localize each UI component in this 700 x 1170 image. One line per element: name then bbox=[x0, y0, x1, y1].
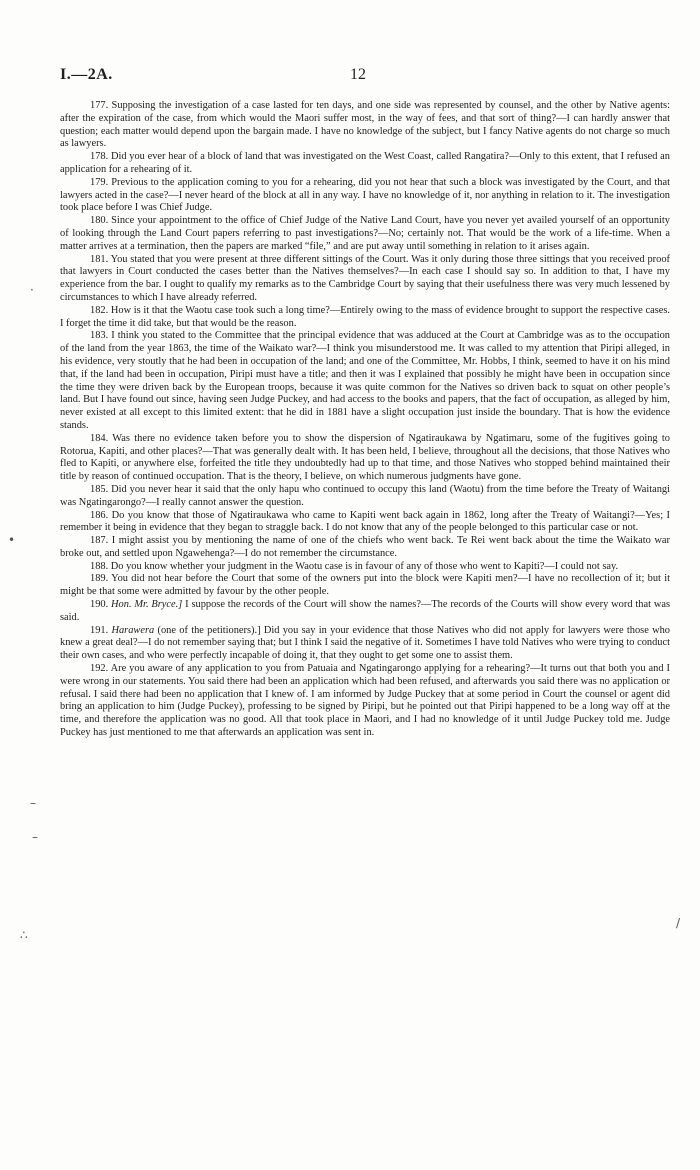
paragraph-186: 186. Do you know that those of Ngatiraukawa who came to Kapiti went back again in 1862, long after the Treaty of Waitangi?—Yes; I remember it being in evidence that they began to straggle back. I do not know that any of the people belonged to this particular case or not. bbox=[60, 509, 670, 534]
page-number: 12 bbox=[350, 66, 366, 83]
paragraph-184: 184. Was there no evidence taken before you to show the dispersion of Ngatiraukawa by Ngatimaru, some of the fugitives going to Rotorua, Kapiti, and other places?—That was generally dealt with. It has been held, I believe, throughout all the decisions, that those Natives who fled to Kapiti, or anywhere else, forfeited the title they undoubtedly had up to that time, and those Natives who stopped behind maintained their title by reason of continued occupation. That is the theory, I believe, on which numerous judgments have gone. bbox=[60, 432, 670, 483]
margin-mark: ∴ bbox=[20, 928, 28, 942]
paragraph-text: I suppose the records of the Court will show the names?—The records of the Courts will show every word that was said. bbox=[60, 599, 670, 623]
paragraph-187: 187. I might assist you by mentioning the name of one of the chiefs who went back. Te Rei went back about the time the Waikato war broke out, and settled upon Ngawehenga?—I do not remember the circumstance. bbox=[60, 535, 670, 559]
paragraph-179: 179. Previous to the application coming to you for a rehearing, did you not hear that such a block was investigated by the Court, and that lawyers acted in the case?—I never heard of the block at all in any way. I have no knowledge of it, nor anything in relation to it. The investigation took place before I was Chief Judge. bbox=[60, 176, 670, 214]
margin-mark: – bbox=[30, 796, 36, 810]
margin-mark: / bbox=[676, 916, 681, 930]
paragraph-text: (one of the petitioners).] Did you say in your evidence that those Natives who did not apply for lawyers were those who knew a great deal?—I do not remember saying that; but I think I said the negative of it. Sometimes I have told Natives who were trying to conduct their own cases, and who were perfectly incapable of doing it, that they ought to get some one to assist them. bbox=[60, 624, 671, 662]
margin-mark: • bbox=[8, 533, 16, 547]
margin-mark: · bbox=[30, 283, 34, 297]
paragraph-192: 192. Are you aware of any application to you from Patuaia and Ngatingarongo applying for a rehearing?—It turns out that both you and I were wrong in our statements. You said there had been an application which had been refused, and afterwards you said there was no application or refusal. I said there had been no application that I knew of. I am informed by Judge Puckey that at some period in Court the counsel or agent did bring an application to him (Judge Puckey), professing to be signed by Piripi, but he pointed out that Piripi happened to be a long way off at the time, and therefore the application was no good. All that took place in Maori, and I had no knowledge of it until Judge Puckey told me. Judge Puckey has just mentioned to me that afterwards an application was sent in. bbox=[60, 663, 670, 739]
paragraph-177: 177. Supposing the investigation of a case lasted for ten days, and one side was represented by counsel, and the other by Native agents: after the expiration of the case, from which would the Maori suffer most, in the way of fees, and that sort of thing?—I can hardly answer that question; each matter would depend upon the bargain made. I have no knowledge of the subject, but I fancy Native agents do not charge so much as lawyers. bbox=[60, 100, 670, 150]
speaker-label: Harawera bbox=[111, 624, 155, 636]
paragraph-188: 188. Do you know whether your judgment in the Waotu case is in favour of any of those who went to Kapiti?—I could not say. bbox=[90, 560, 619, 572]
document-reference: I.—2A. bbox=[60, 66, 113, 83]
paragraph-189: 189. You did not hear before the Court that some of the owners put into the block were Kapiti men?—I have no recollection of it; but it might be that some were admitted by favour by the other people. bbox=[60, 573, 670, 598]
paragraph-183: 183. I think you stated to the Committee that the principal evidence that was adduced at the Court at Cambridge was as to the occupation of the land from the year 1863, the time of the Waikato war?—I think you misunderstood me. It was called to my attention that Piripi alleged, in his evidence, very stoutly that he had been in occupation of the land; and one of the Committee, Mr. Hobbs, I think, seemed to have it on his mind that, if the land had been in occupation, Piripi must have a title; and then it was I explained that possibly he might have been in occupation since the time they were driven back by the European troops, because it was quite common for the Natives so driven back to squat on other people’s land. But I have found out since, having seen Judge Puckey, and had access to the books and papers, that the fact of occupation, as alleged by him, never existed at all except to this limited extent: that he did in 1881 have a slight occupation just inside the boundary. That is how the evidence stands. bbox=[60, 330, 670, 431]
paragraph-number: 191. bbox=[90, 624, 112, 636]
paragraph-181: 181. You stated that you were present at three different sittings of the Court. Was it only during those three sittings that you received proof that lawyers in Court conducted the cases better than the Natives themselves?—In each case I should say so. In addition to that, I have my experience from the bar. I ought to qualify my remarks as to the Cambridge Court by saying that their usefulness there was very much lessened by circumstances to which I have already referred. bbox=[60, 253, 670, 303]
paragraph-178: 178. Did you ever hear of a block of land that was investigated on the West Coast, called Rangatira?—Only to this extent, that I refused an application for a rehearing of it. bbox=[60, 151, 670, 175]
paragraph-180: 180. Since your appointment to the office of Chief Judge of the Native Land Court, have you never yet availed yourself of an opportunity of looking through the Land Court papers referring to past investigations?—No; certainly not. That would be the work of a life-time. When a matter arrives at a termination, then the papers are marked “file,” and are put away until something in relation to it arises again. bbox=[60, 215, 670, 252]
paragraph-number: 190. bbox=[90, 599, 112, 611]
document-body bbox=[60, 100, 670, 740]
paragraph-190 bbox=[60, 599, 670, 625]
speaker-label: Hon. Mr. Bryce.] bbox=[111, 599, 183, 611]
page-header bbox=[60, 66, 656, 86]
paragraph-185: 185. Did you never hear it said that the only hapu who continued to occupy this land (Waotu) from the time before the Treaty of Waitangi was Ngatingarongo?—I really cannot answer the question. bbox=[60, 483, 670, 508]
paragraph-182: 182. How is it that the Waotu case took such a long time?—Entirely owing to the mass of evidence brought to support the respective cases. I forget the time it did take, but that would be the reason. bbox=[60, 304, 670, 329]
margin-mark: – bbox=[32, 830, 38, 844]
paragraph-191 bbox=[60, 625, 670, 663]
